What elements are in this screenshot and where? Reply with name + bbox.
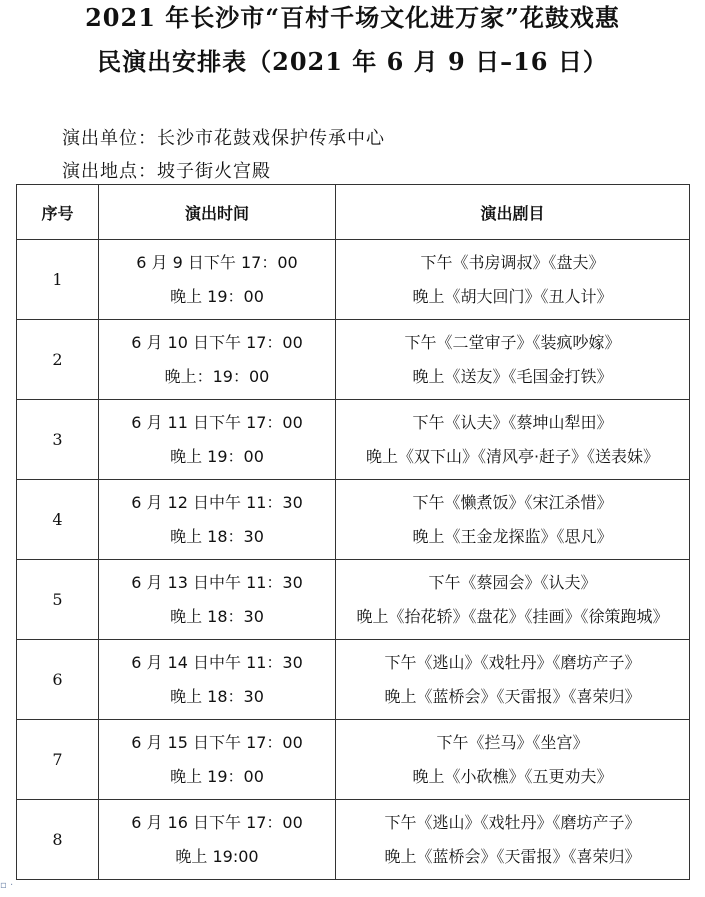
evening-time: 晚上 19：00 xyxy=(170,286,264,306)
row-number: 8 xyxy=(17,800,99,880)
evening-program: 晚上《小砍樵》《五更劝夫》 xyxy=(412,766,613,786)
evening-program: 晚上《抬花轿》《盘花》《挂画》《徐策跑城》 xyxy=(356,606,669,626)
header-time: 演出时间 xyxy=(99,185,336,240)
evening-time: 晚上 19：00 xyxy=(170,766,264,786)
afternoon-program: 下午《拦马》《坐宫》 xyxy=(436,732,589,752)
afternoon-program: 下午《书房调叔》《盘夫》 xyxy=(420,252,605,272)
table-row xyxy=(17,480,690,560)
program-cell xyxy=(336,640,690,720)
afternoon-time: 6 月 13 日中午 11：30 xyxy=(131,572,303,592)
evening-time: 晚上 18：30 xyxy=(170,606,264,626)
row-number: 7 xyxy=(17,720,99,800)
table-row xyxy=(17,640,690,720)
afternoon-program: 下午《逃山》《戏牡丹》《磨坊产子》 xyxy=(384,652,641,672)
performance-time-cell xyxy=(99,480,336,560)
row-number: 4 xyxy=(17,480,99,560)
evening-time: 晚上 19:00 xyxy=(175,846,259,866)
program-cell xyxy=(336,400,690,480)
evening-program: 晚上《双下山》《清风亭·赶子》《送表妹》 xyxy=(365,446,660,466)
table-row xyxy=(17,560,690,640)
afternoon-time: 6 月 10 日下午 17：00 xyxy=(131,332,303,352)
table-row xyxy=(17,320,690,400)
afternoon-program: 下午《逃山》《戏牡丹》《磨坊产子》 xyxy=(384,812,641,832)
afternoon-time: 6 月 16 日下午 17：00 xyxy=(131,812,303,832)
evening-program: 晚上《蓝桥会》《天雷报》《喜荣归》 xyxy=(384,846,641,866)
row-number: 5 xyxy=(17,560,99,640)
header-number: 序号 xyxy=(17,185,99,240)
performance-time-cell xyxy=(99,800,336,880)
performance-venue: 演出地点：坡子街火宫殿 xyxy=(62,161,271,182)
evening-time: 晚上 18：30 xyxy=(170,686,264,706)
table-row xyxy=(17,240,690,320)
document-title-line-2: 民演出安排表（2021 年 6 月 9 日–16 日） xyxy=(97,47,608,76)
performance-time-cell xyxy=(99,320,336,400)
row-number: 6 xyxy=(17,640,99,720)
program-cell xyxy=(336,320,690,400)
evening-program: 晚上《蓝桥会》《天雷报》《喜荣归》 xyxy=(384,686,641,706)
afternoon-program: 下午《二堂审子》《装疯吵嫁》 xyxy=(404,332,621,352)
program-cell xyxy=(336,480,690,560)
performing-unit: 演出单位：长沙市花鼓戏保护传承中心 xyxy=(62,128,385,149)
table-row xyxy=(17,800,690,880)
afternoon-time: 6 月 14 日中午 11：30 xyxy=(131,652,303,672)
page-marker: ▫ ‧ xyxy=(0,880,14,891)
evening-time: 晚上 19：00 xyxy=(170,446,264,466)
table-row xyxy=(17,400,690,480)
row-number: 3 xyxy=(17,400,99,480)
afternoon-time: 6 月 11 日下午 17：00 xyxy=(131,412,303,432)
program-cell xyxy=(336,800,690,880)
table-header-row xyxy=(17,185,690,240)
header-program: 演出剧目 xyxy=(336,185,690,240)
document-title-line-1: 2021 年长沙市“百村千场文化进万家”花鼓戏惠 xyxy=(85,3,620,32)
afternoon-time: 6 月 15 日下午 17：00 xyxy=(131,732,303,752)
evening-program: 晚上《王金龙探监》《思凡》 xyxy=(412,526,613,546)
performance-time-cell xyxy=(99,400,336,480)
table-row xyxy=(17,720,690,800)
performance-time-cell xyxy=(99,560,336,640)
program-cell xyxy=(336,560,690,640)
schedule-table xyxy=(16,184,690,880)
row-number: 2 xyxy=(17,320,99,400)
program-cell xyxy=(336,240,690,320)
evening-time: 晚上 18：30 xyxy=(170,526,264,546)
evening-program: 晚上《送友》《毛国金打铁》 xyxy=(412,366,613,386)
performance-time-cell xyxy=(99,720,336,800)
program-cell xyxy=(336,720,690,800)
performance-time-cell xyxy=(99,240,336,320)
evening-program: 晚上《胡大回门》《丑人计》 xyxy=(412,286,613,306)
performance-time-cell xyxy=(99,640,336,720)
afternoon-time: 6 月 12 日中午 11：30 xyxy=(131,492,303,512)
afternoon-program: 下午《认夫》《蔡坤山犁田》 xyxy=(412,412,613,432)
afternoon-time: 6 月 9 日下午 17：00 xyxy=(136,252,298,272)
afternoon-program: 下午《蔡园会》《认夫》 xyxy=(428,572,597,592)
evening-time: 晚上：19：00 xyxy=(164,366,270,386)
row-number: 1 xyxy=(17,240,99,320)
afternoon-program: 下午《懒煮饭》《宋江杀惜》 xyxy=(412,492,613,512)
